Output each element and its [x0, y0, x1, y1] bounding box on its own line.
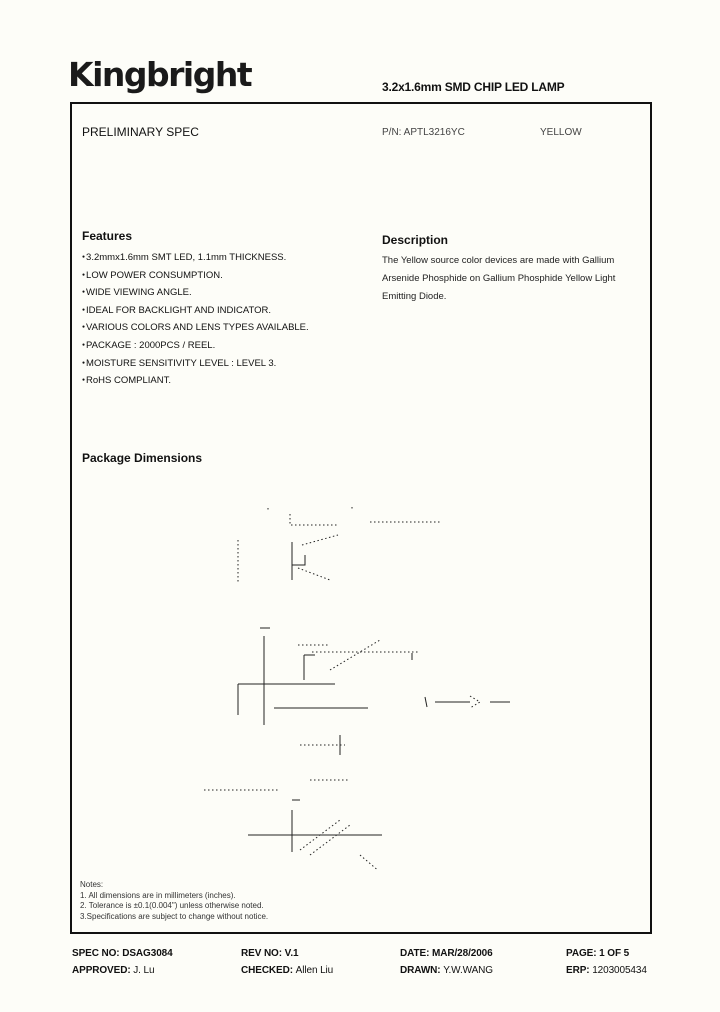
- note-item: 3.Specifications are subject to change without notice.: [80, 911, 269, 921]
- footer-date: DATE: MAR/28/2006: [400, 948, 493, 959]
- footer-approved: APPROVED: J. Lu: [72, 965, 155, 976]
- footer-rev-no: REV NO: V.1: [241, 948, 299, 959]
- notes-block: [80, 880, 268, 922]
- feature-item: ● WIDE VIEWING ANGLE.: [82, 284, 309, 302]
- features-list: [82, 249, 309, 390]
- features-heading: Features: [82, 229, 133, 243]
- footer-checked: CHECKED: Allen Liu: [241, 965, 334, 976]
- footer-erp: ERP: 1203005434: [566, 965, 647, 976]
- package-dimension-drawing: [190, 480, 550, 870]
- footer-spec-no: SPEC NO: DSAG3084: [72, 948, 173, 959]
- description-heading: Description: [382, 233, 449, 247]
- feature-item: ● LOW POWER CONSUMPTION.: [82, 267, 309, 285]
- description-text: The Yellow source color devices are made with Gallium Arsenide Phosphide on Gallium Phosphide Yellow Light Emitting Diode.: [382, 255, 616, 302]
- footer-drawn: DRAWN: Y.W.WANG: [400, 965, 493, 976]
- note-item: 2. Tolerance is ±0.1(0.004") unless otherwise noted.: [80, 901, 264, 910]
- document-title: 3.2x1.6mm SMD CHIP LED LAMP: [382, 80, 565, 94]
- footer-page: PAGE: 1 OF 5: [566, 948, 630, 959]
- notes-title: Notes:: [80, 880, 104, 889]
- part-number: P/N: APTL3216YC: [382, 127, 465, 138]
- feature-item: ● IDEAL FOR BACKLIGHT AND INDICATOR.: [82, 302, 309, 320]
- feature-item: ● RoHS COMPLIANT.: [82, 372, 309, 390]
- feature-item: ● PACKAGE : 2000PCS / REEL.: [82, 337, 309, 355]
- note-item: 1. All dimensions are in millimeters (inches).: [80, 890, 236, 900]
- brand-logo: Kingbright: [68, 55, 252, 94]
- feature-item: ● VARIOUS COLORS AND LENS TYPES AVAILABLE.: [82, 319, 309, 337]
- feature-item: ● MOISTURE SENSITIVITY LEVEL : LEVEL 3.: [82, 355, 309, 373]
- package-dimensions-heading: Package Dimensions: [82, 451, 203, 465]
- led-color: YELLOW: [540, 127, 582, 138]
- feature-item: ● 3.2mmx1.6mm SMT LED, 1.1mm THICKNESS.: [82, 249, 309, 267]
- spec-status: PRELIMINARY SPEC: [82, 125, 199, 139]
